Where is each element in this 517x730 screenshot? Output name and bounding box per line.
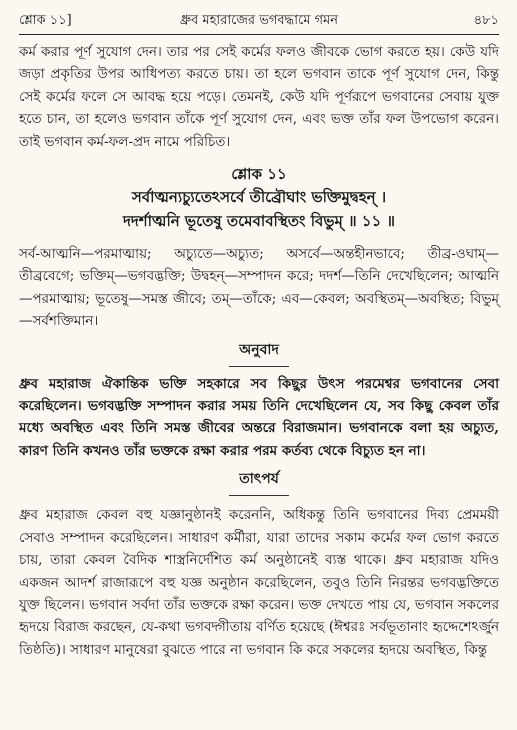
book-page (0, 11, 517, 730)
intro-paragraph: কর্ম করার পূর্ণ সুযোগ দেন। তার পর সেই কর্মের ফলও জীবকে ভোগ করতে হয়। কেউ যদি জড়া প্রকৃতির উপর আধিপত্য করতে চায়। তা হলে ভগবান তাকে পূর্ণ সুযোগ দেন, কিন্তু সেই কর্মের ফলে সে আবদ্ধ হয়ে পড়ে। তেমনই, কেউ যদি পূর্ণরূপে ভগবানের সেবায় যুক্ত হতে চান, তা হলেও ভগবান তাঁকে পূর্ণ সুযোগ দেন, এবং ভক্ত তাঁর ফল উপভোগ করেন। তাই ভগবান কর্ম-ফল-প্রদ নামে পরিচিত। (19, 44, 499, 150)
header-verse-ref: শ্লোক ১১] (19, 13, 72, 28)
header-chapter-title: ধ্রুব মহারাজের ভগবদ্ধামে গমন (179, 13, 339, 28)
header-rule (19, 34, 499, 35)
verse-line-1: সর্বাত্মন্যচ্যুতেঽসর্বে তীব্রৌঘাং ভক্তিমুদ্বহন্ । (131, 188, 387, 207)
synonyms-paragraph: সর্ব-আত্মনি—পরমাত্মায়; অচ্যুতে—অচ্যুত; অসর্বে—অন্তহীনভাবে; তীব্র-ওঘাম্—তীব্রবেগে; ভক্তিম্—ভগবদ্ভক্তি; উদ্বহন্—সম্পাদন করে; দদর্শ—তিনি দেখেছিলেন; আত্মনি—পরমাত্মায়; ভূতেষু—সমস্ত জীবে; তম্—তাঁকে; এব—কেবল; অবস্থিতম্—অবস্থিত; বিভুম্—সর্বশক্তিমান। (19, 246, 499, 330)
translation-divider (19, 361, 499, 373)
translation-paragraph: ধ্রুব মহারাজ ঐকান্তিক ভক্তি সহকারে সব কিছুর উৎস পরমেশ্বর ভগবানের সেবা করেছিলেন। ভগবদ্ভক্তি সম্পাদন করার সময় তিনি দেখেছিলেন যে, সব কিছু কেবল তাঁর মধ্যে অবস্থিত এবং তিনি সমস্ত জীবের অন্তরে বিরাজমান। ভগবানকে বলা হয় অচ্যুত, কারণ তিনি কখনও তাঁর ভক্তকে রক্ষা করার পরম কর্তব্য থেকে বিচ্যুত হন না। (19, 375, 499, 459)
purport-heading: তাৎপর্য (239, 471, 279, 488)
purport-divider (19, 490, 499, 502)
page-number: ৪৮১ (473, 13, 499, 28)
translation-heading: অনুবাদ (239, 341, 279, 358)
verse-heading: শ্লোক ১১ (231, 165, 287, 184)
purport-paragraph: ধ্রুব মহারাজ কেবল বহু যজ্ঞানুষ্ঠানই করেননি, অধিকন্তু তিনি ভগবানের দিব্য প্রেমময়ী সেবাও সম্পাদন করেছিলেন। সাধারণ কর্মীরা, যারা তাদের সকাম কর্মের ফল ভোগ করতে চায়, তারা কেবল বৈদিক শাস্ত্রনির্দেশিত কর্ম অনুষ্ঠানেই ব্যস্ত থাকে। ধ্রুব মহারাজ যদিও একজন আদর্শ রাজারূপে বহু যজ্ঞ অনুষ্ঠান করেছিলেন, তবুও তিনি নিরন্তর ভগবদ্ভক্তিতে যুক্ত ছিলেন। ভগবান সর্বদা তাঁর ভক্তকে রক্ষা করেন। ভক্ত দেখতে পায় যে, ভগবান সকলের হৃদয়ে বিরাজ করছেন, যে-কথা ভগবদ্গীতায় বর্ণিত হয়েছে (ঈশ্বরঃ সর্বভূতানাং হৃদ্দেশেঽর্জুন তিষ্ঠতি)। সাধারণ মানুষেরা বুঝতে পারে না ভগবান কি করে সকলের হৃদয়ে অবস্থিত, কিন্তু (19, 507, 499, 658)
verse-line-2: দদর্শাত্মনি ভূতেষু তমেবাবস্থিতং বিভুম্ ॥ ১১ ॥ (123, 212, 395, 231)
running-header (19, 11, 499, 33)
